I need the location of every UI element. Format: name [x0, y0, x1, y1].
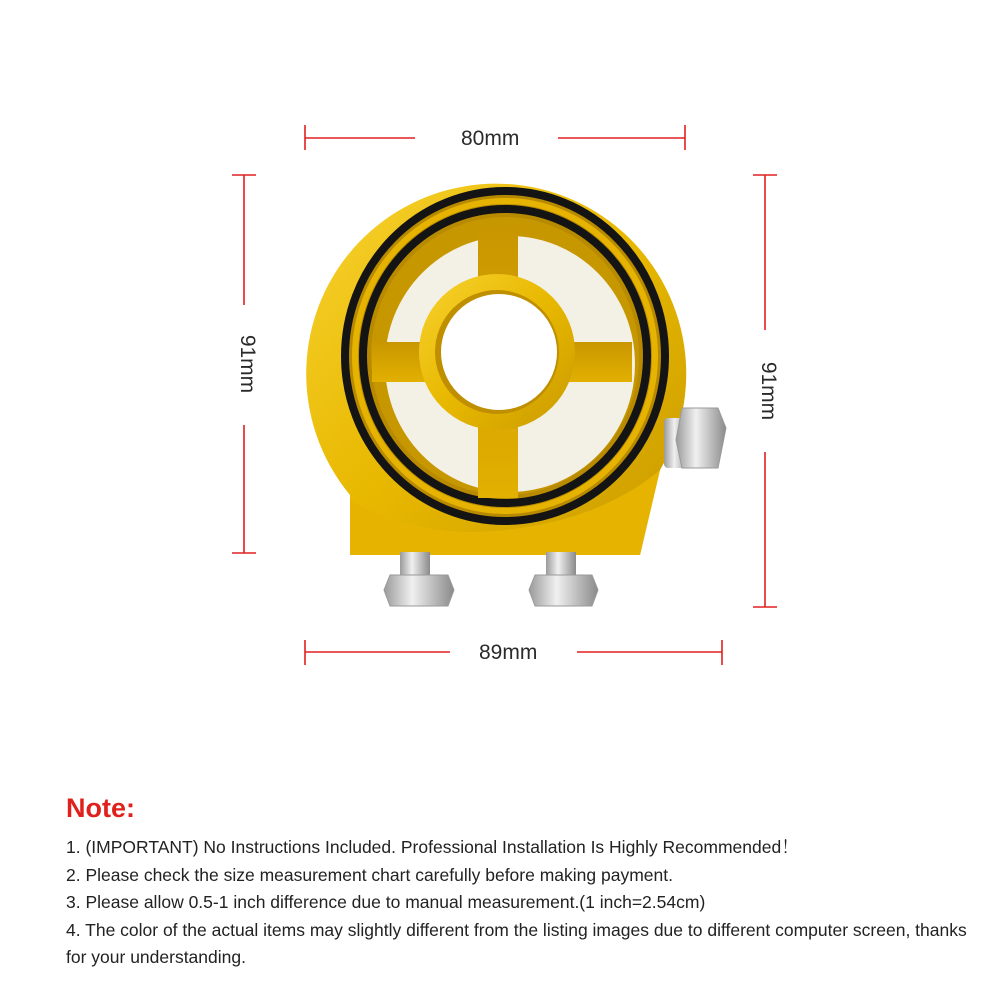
left-height-label: 91mm	[236, 334, 260, 394]
top-width-label: 80mm	[461, 127, 520, 150]
note-item-4: 4. The color of the actual items may slightly different from the listing images due to different computer screen, thanks for your understanding.	[66, 919, 967, 967]
note-item-2: 2. Please check the size measurement chart carefully before making payment.	[66, 864, 673, 885]
bottom-width-label: 89mm	[479, 641, 538, 664]
bottom-fitting-right	[529, 552, 598, 606]
note-title: Note:	[66, 793, 135, 823]
note-item-3: 3. Please allow 0.5-1 inch difference due to manual measurement.(1 inch=2.54cm)	[66, 892, 706, 912]
note-list	[66, 834, 976, 972]
bottom-fitting-left	[384, 552, 454, 606]
oil-filter-sandwich-adapter	[306, 184, 686, 555]
note-item-1: 1. (IMPORTANT) No Instructions Included. Professional Installation Is Highly Recommended！	[66, 837, 799, 857]
right-height-label: 91mm	[757, 361, 781, 421]
